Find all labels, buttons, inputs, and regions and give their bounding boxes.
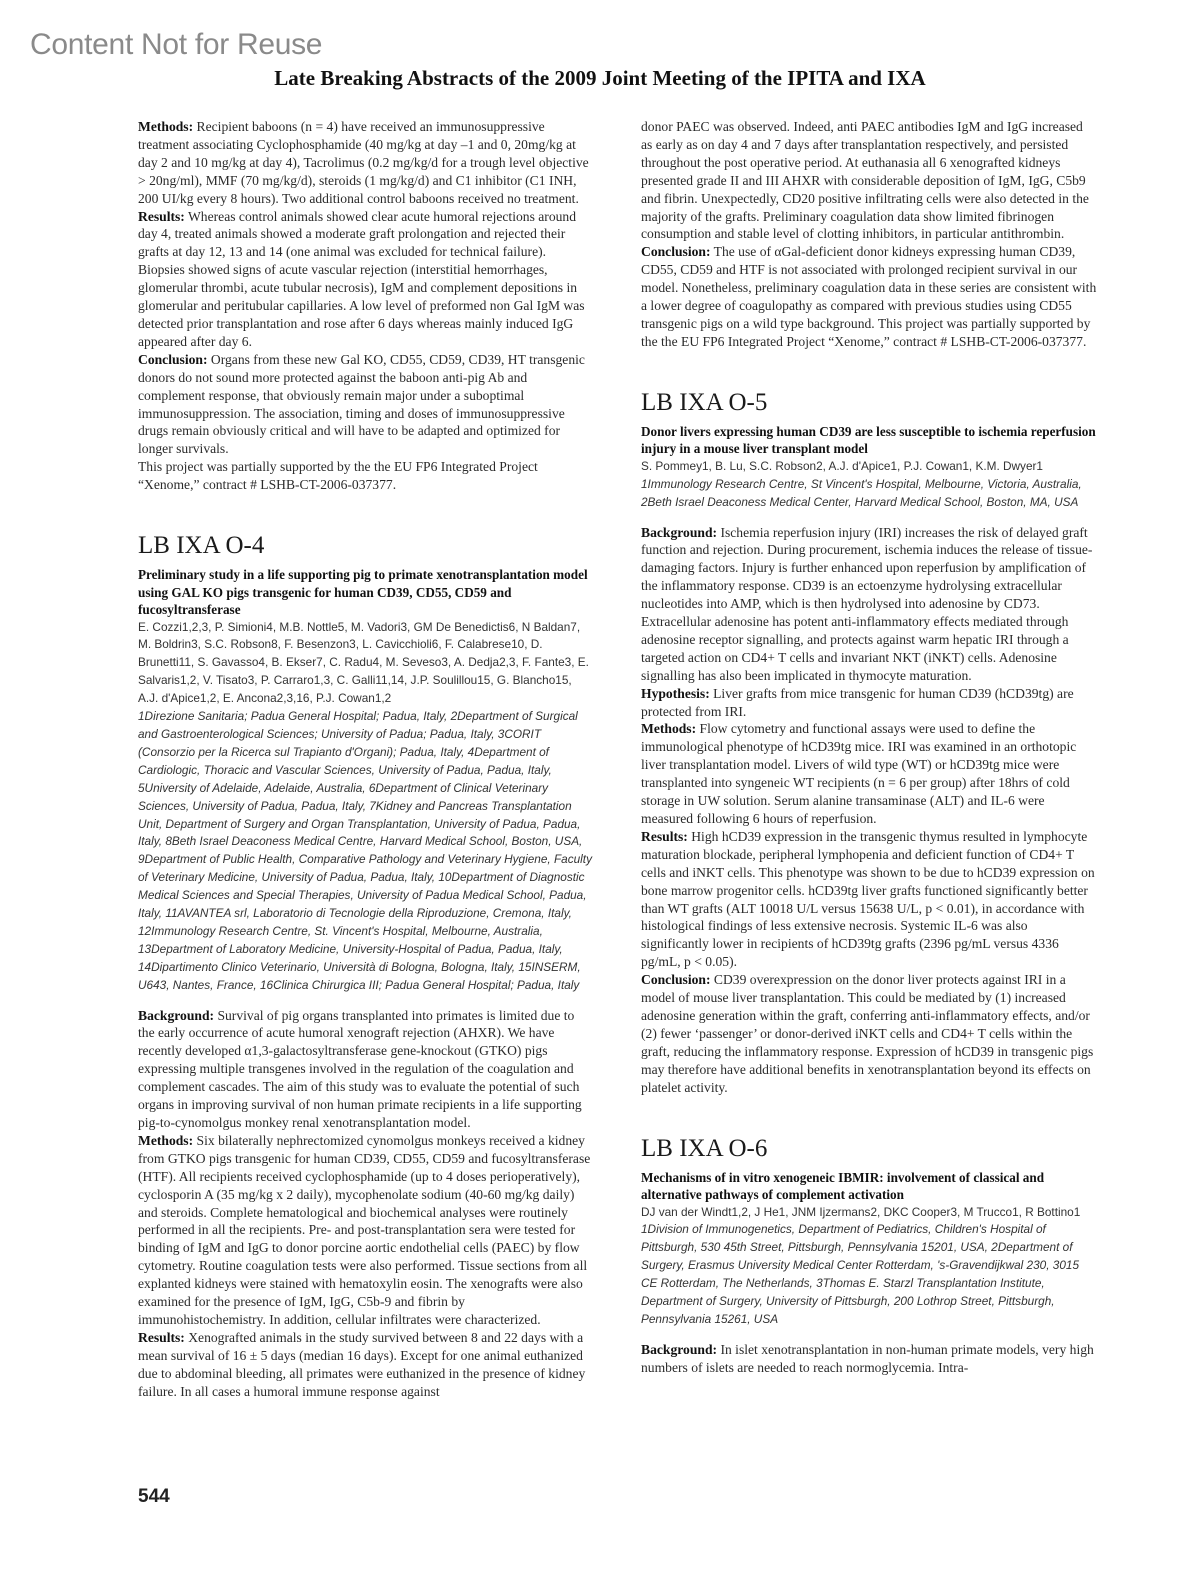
left-column (138, 118, 594, 1401)
paragraph: This project was partially supported by the the EU FP6 Integrated Project “Xenome,” contract # LSHB-CT-2006-037377. (138, 459, 538, 493)
article-title: Mechanisms of in vitro xenogeneic IBMIR: involvement of classical and alternative pathways of complement activation (641, 1169, 1045, 1202)
paragraph: Methods: Six bilaterally nephrectomized cynomolgus monkeys received a kidney from GTKO pigs transgenic for human CD39, CD55, CD59 and fucosyltransferase (HTF). All recipients received cyclophosphamide (up to 4 doses perioperatively), cyclosporin A (35 mg/kg x 2 daily), mycophenolate sodium (40-60 mg/kg daily) and steroids. Complete hematological and biochemical analyses were routinely performed in all the recipients. Pre- and post-transplantation sera were tested for binding of IgM and IgG to donor porcine aortic endothelial cells (PAEC) by flow cytometry. Routine coagulation tests were also performed. Tissue sections from all explanted kidneys were stained with hematoxylin eosin. The xenografts were also examined for the presence of IgM, IgG, C5b-9 and fibrin by immunohistochemistry. In addition, cellular infiltrates were characterized. (138, 1132, 591, 1327)
paragraph: Methods: Flow cytometry and functional assays were used to define the immunological phenotype of hCD39tg mice. IRI was examined in an orthotopic liver transplantation model. Livers of wild type (WT) or hCD39tg mice were transplanted into syngeneic WT recipients (n = 6 per group) after 18hrs of cold storage in UW solution. Serum alanine transaminase (ALT) and IL-6 were measured following 6 hours of reperfusion. (641, 721, 1077, 826)
continued-abstract (641, 118, 1097, 351)
abstract-o4 (138, 532, 594, 1400)
article-title: Donor livers expressing human CD39 are less susceptible to ischemia reperfusion injury in a mouse liver transplant model (641, 423, 1096, 457)
paragraph: Conclusion: The use of αGal-deficient donor kidneys expressing human CD39, CD55, CD59 and HTF is not associated with prolonged recipient survival in our model. Nonetheless, preliminary coagulation data in these series are consistent with a lower degree of coagulopathy as compared with previous studies using CD55 transgenic pigs on a wild type background. This project was partially supported by the the EU FP6 Integrated Project “Xenome,” contract # LSHB-CT-2006-037377. (641, 244, 1097, 349)
paragraph: Conclusion: Organs from these new Gal KO, CD55, CD59, CD39, HT transgenic donors do not sound more protected against the baboon anti-pig Ab and complement response, that obviously remain major under a suboptimal immunosuppression. The association, timing and doses of immunosuppressive drugs remain obviously critical and will have to be adapted and optimized for longer survivals. (138, 351, 585, 457)
abstract-o6 (641, 1135, 1097, 1377)
paragraph: Results: High hCD39 expression in the transgenic thymus resulted in lymphocyte maturation blockade, peripheral lymphopenia and deficient function of CD4+ T cells and iNKT cells. This phenotype was shown to be due to hCD39 expression on bone marrow progenitor cells. hCD39tg liver grafts functioned significantly better than WT grafts (ALT 10018 U/L versus 15638 U/L, p < 0.01), in accordance with histological findings of less extensive necrosis. Systemic IL-6 was also significantly lower in recipients of hCD39tg grafts (2396 pg/mL versus 4336 pg/mL, p < 0.05). (641, 828, 1095, 970)
watermark: Content Not for Reuse (30, 28, 323, 61)
section-title: LB IXA O-4 (138, 532, 265, 560)
section-title: LB IXA O-5 (641, 388, 768, 416)
paragraph: Background: Ischemia reperfusion injury (IRI) increases the risk of delayed graft function and rejection. During procurement, ischemia induces the release of tissue-damaging factors. Injury is further enhanced upon reperfusion by amplification of the inflammatory response. CD39 is an ectoenzyme hydrolysing extracellular nucleotides into AMP, which is then hydrolysed into adenosine by CD73. Extracellular adenosine has potent anti-inflammatory effects mediated through adenosine receptor signalling, and protects against warm hepatic IRI through a targeted action on CD4+ T cells and invariant NKT (iNKT) cells. Adenosine signalling has also been implicated in thymocyte maturation. (641, 524, 1093, 683)
abstract-o5 (641, 389, 1097, 1097)
affiliations: 1Division of Immunogenetics, Department of Pediatrics, Children's Hospital of Pittsburgh, 530 45th Street, Pittsburgh, Pennsylvania 15201, USA, 2Department of Surgery, Erasmus University Medical Center Rotterdam, 's-Gravendijkwal 230, 3015 CE Rotterdam, The Netherlands, 3Thomas E. Starzl Transplantation Institute, Department of Surgery, University of Pittsburgh, 200 Lothrop Street, Pittsburgh, Pennsylvania 15261, USA (641, 1222, 1080, 1326)
paragraph: Background: In islet xenotransplantation in non-human primate models, very high numbers of islets are needed to reach normoglycemia. Intra- (641, 1341, 1094, 1375)
page-number: 544 (138, 1486, 170, 1507)
paragraph: Hypothesis: Liver grafts from mice transgenic for human CD39 (hCD39tg) are protected from IRI. (641, 685, 1074, 719)
paragraph: donor PAEC was observed. Indeed, anti PAEC antibodies IgM and IgG increased as early as on day 4 and 7 days after transplantation respectively, and persisted throughout the post operative period. At euthanasia all 6 xenografted kidneys presented grade II and III AHXR with considerable deposition of IgM, IgG, C5b9 and fibrin. Unexpectedly, CD20 positive infiltrating cells were also detected in the majority of the grafts. Preliminary coagulation data show limited fibrinogen consumption and stable level of clotting inhibitors, in particular antithrombin. (641, 119, 1089, 242)
paragraph: Methods: Recipient baboons (n = 4) have received an immunosuppressive treatment associating Cyclophosphamide (40 mg/kg at day –1 and 0, 20mg/kg at day 2 and 10 mg/kg at day 4), Tacrolimus (0.2 mg/kg/d for a trough level objective > 20ng/ml), MMF (70 mg/kg/d), steroids (1 mg/kg/d) and C1 inhibitor (C1 INH, 200 UI/kg every 8 hours). Two additional control baboons received no treatment. (138, 119, 589, 206)
article-title: Preliminary study in a life supporting pig to primate xenotransplantation model using GAL KO pigs transgenic for human CD39, CD55, CD59 and fucosyltransferase (138, 567, 588, 618)
author-list: DJ van der Windt1,2, J He1, JNM Ijzermans2, DKC Cooper3, M Trucco1, R Bottino1 (641, 1204, 1081, 1219)
section-title: LB IXA O-6 (641, 1134, 768, 1162)
affiliations: 1Direzione Sanitaria; Padua General Hospital; Padua, Italy, 2Department of Surgical and Gastroenterological Sciences; University of Padua; Padua, Italy, 3CORIT (Consorzio per la Ricerca sul Trapianto d'Organi); Padua, Italy, 4Department of Cardiologic, Thoracic and Vascular Sciences, University of Padua, Padua, Italy, 5University of Adelaide, Adelaide, Australia, 6Department of Clinical Veterinary Sciences, University of Padua, Padua, Italy, 7Kidney and Pancreas Transplantation Unit, Department of Surgery and Organ Transplantation, University of Padua, Padua, Italy, 8Beth Israel Deaconess Medical Centre, Harvard Medical School, Boston, USA, 9Department of Public Health, Comparative Pathology and Veterinary Hygiene, Faculty of Veterinary Medicine, University of Padua, Padua, Italy, 10Department of Diagnostic Medical Sciences and Special Therapies, University of Padua Medical School, Padua, Italy, 11AVANTEA srl, Laboratorio di Tecnologie della Riproduzione, Cremona, Italy, 12Immunology Research Centre, St. Vincent's Hospital, Melbourne, Australia, 13Department of Laboratory Medicine, University-Hospital of Padua, Padua, Italy, 14Dipartimento Clinico Veterinario, Università di Bologna, Bologna, Italy, 15INSERM, U643, Nantes, France, 16Clinica Chirurgica III; Padua General Hospital; Padua, Italy (138, 709, 592, 992)
right-column (641, 118, 1097, 1377)
paragraph: Results: Whereas control animals showed clear acute humoral rejections around day 4, treated animals showed a moderate graft prolongation and rejected their grafts at day 12, 13 and 14 (one animal was excluded for technical failure). Biopsies showed signs of acute vascular rejection (interstitial hemorrhages, glomerular thrombi, acute tubular necrosis), IgM and complement depositions in glomerular and peritubular capillaries. A low level of preformed non Gal IgM was detected prior transplantation and rose after 6 days whereas mainly induced IgG appeared after day 6. (138, 208, 585, 349)
affiliations: 1Immunology Research Centre, St Vincent's Hospital, Melbourne, Victoria, Australia, 2Beth Israel Deaconess Medical Center, Harvard Medical School, Boston, MA, USA (641, 476, 1082, 509)
continued-abstract (138, 118, 594, 494)
author-list: E. Cozzi1,2,3, P. Simioni4, M.B. Nottle5, M. Vadori3, GM De Benedictis6, N Baldan7, M. Boldrin3, S.C. Robson8, F. Besenzon3, L. Cavicchioli6, F. Calabrese10, D. Brunetti11, S. Gavasso4, B. Ekser7, C. Radu4, M. Seveso3, A. Dedja2,3, F. Fante3, E. Salvaris1,2, V. Tisato3, P. Carraro1,3, C. Galli11,14, J.P. Soulillou15, G. Blancho15, A.J. d'Apice1,2, E. Ancona2,3,16, P.J. Cowan1,2 (138, 619, 589, 706)
author-list: S. Pommey1, B. Lu, S.C. Robson2, A.J. d'Apice1, P.J. Cowan1, K.M. Dwyer1 (641, 458, 1043, 473)
paragraph: Background: Survival of pig organs transplanted into primates is limited due to the early occurrence of acute humoral xenograft rejection (AHXR). We have recently developed α1,3-galactosyltransferase gene-knockout (GTKO) pigs expressing multiple transgenes involved in the regulation of the coagulation and complement cascades. The aim of this study was to evaluate the potential of such organs in improving survival of non human primate recipients in a life supporting pig-to-cynomolgus monkey renal xenotransplantation model. (138, 1007, 582, 1130)
paragraph: Results: Xenografted animals in the study survived between 8 and 22 days with a mean survival of 16 ± 5 days (median 16 days). Except for one animal euthanized due to abdominal bleeding, all primates were euthanized in the presence of kidney failure. In all cases a humoral immune response against (138, 1329, 586, 1399)
running-header: Late Breaking Abstracts of the 2009 Joint Meeting of the IPITA and IXA (274, 66, 926, 90)
paragraph: Conclusion: CD39 overexpression on the donor liver protects against IRI in a model of mouse liver transplantation. This could be mediated by (1) increased adenosine generation within the graft, conferring anti-inflammatory effects, and/or (2) fewer ‘passenger’ or donor-derived iNKT cells and CD4+ T cells within the graft, reducing the inflammatory response. Expression of hCD39 in transgenic pigs may therefore have additional benefits in xenotransplantation beyond its effects on platelet activity. (641, 972, 1094, 1095)
